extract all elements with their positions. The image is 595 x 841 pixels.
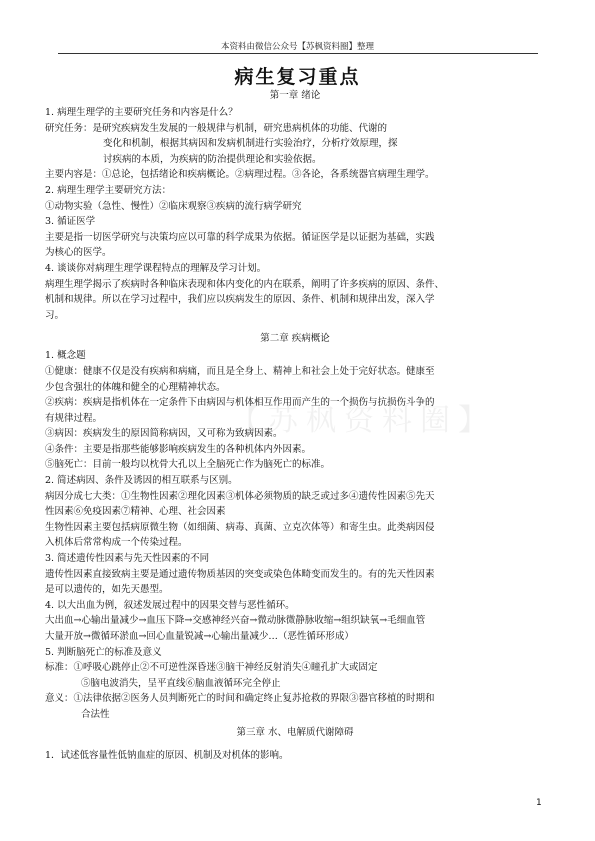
- chapter-3-heading: 第三章 水、电解质代谢障碍: [236, 726, 354, 738]
- page-header: 本资料由微信公众号【苏枫资料圈】整理: [220, 42, 374, 52]
- paragraph-line: ①健康：健康不仅是没有疾病和病痛，而且是全身上、精神上和社会上处于完好状态。健康至: [45, 365, 435, 377]
- paragraph-line: ⑤脑电波消失，呈平直线⑥脑血液循环完全停止: [81, 677, 281, 689]
- paragraph-line: ⑤脑死亡：目前一般均以枕骨大孔以上全脑死亡作为脑死亡的标准。: [45, 459, 331, 471]
- paragraph-line: ④条件：主要是指那些能够影响疾病发生的各种机体内外因素。: [45, 443, 312, 455]
- question-1-1: 1. 病理生理学的主要研究任务和内容是什么？: [45, 107, 238, 118]
- question-1-3: 3. 循证医学: [45, 216, 96, 228]
- paragraph-line: 机制和规律。所以在学习过程中，我们应以疾病发生的原因、条件、机制和规律出发，深入学: [45, 294, 435, 306]
- paragraph-line: 合法性: [81, 708, 110, 720]
- paragraph-line: 病理生理学揭示了疾病时各种临床表现和体内变化的内在联系，阐明了许多疾病的原因、条件、: [45, 278, 445, 290]
- paragraph-line: ①动物实验（急性、慢性）②临床观察③疾病的流行病学研究: [45, 200, 302, 212]
- page-title: 病生复习重点: [234, 66, 361, 88]
- paragraph-line: 研究任务：是研究疾病发生发展的一般规律与机制，研究患病机体的功能、代谢的: [45, 122, 388, 134]
- question-3-1: 1．试述低容量性低钠血症的原因、机制及对机体的影响。: [45, 749, 289, 761]
- paragraph-line: 生物性因素主要包括病原微生物（如细菌、病毒、真菌、立克次体等）和寄生虫。此类病因侵: [45, 521, 435, 533]
- paragraph-line: 标准：①呼吸心跳停止②不可逆性深昏迷③脑干神经反射消失④瞳孔扩大或固定: [45, 662, 378, 674]
- paragraph-line: 少包含强壮的体魄和健全的心理精神状态。: [45, 381, 226, 393]
- paragraph-line: 为核心的医学。: [45, 247, 112, 259]
- paragraph-line: 大出血→心输出量减少→血压下降→交感神经兴奋→微动脉微静脉收缩→组织缺氧→毛细血管: [45, 615, 426, 627]
- paragraph-line: 入机体后常常构成一个传染过程。: [45, 537, 188, 549]
- document-body: [45, 86, 545, 763]
- header-divider: [58, 53, 538, 54]
- question-2-2: 2. 简述病因、条件及诱因的相互联系与区别。: [45, 475, 238, 487]
- question-2-3: 3. 简述遗传性因素与先天性因素的不同: [45, 553, 210, 565]
- watermark: 【苏枫资料圈】: [230, 403, 496, 438]
- question-2-1: 1. 概念题: [45, 350, 86, 362]
- question-1-2: 2. 病理生理学主要研究方法：: [45, 184, 172, 196]
- chapter-1-heading: 第一章 绪论: [269, 90, 321, 101]
- paragraph-line: ③病因：疾病发生的原因简称病因，又可称为致病因素。: [45, 428, 283, 440]
- paragraph-line: 意义：①法律依据②医务人员判断死亡的时间和确定终止复苏抢救的界限③器官移植的时期和: [45, 693, 435, 705]
- paragraph-line: ②疾病：疾病是指机体在一定条件下由病因与机体相互作用而产生的一个损伤与抗损伤斗争的: [45, 397, 435, 409]
- paragraph-line: 变化和机制，根据其病因和发病机制进行实验治疗，分析疗效原理，探: [103, 138, 398, 150]
- question-2-4: 4. 以大出血为例，叙述发展过程中的因果交替与恶性循环。: [45, 599, 295, 611]
- paragraph-line: 主要内容是：①总论，包括绪论和疾病概论。②病理过程。③各论，各系统器官病理生理学。: [45, 169, 435, 181]
- paragraph-line: 讨疾病的本质，为疾病的防治提供理论和实验依据。: [103, 153, 322, 165]
- paragraph-line: 有规律过程。: [45, 412, 103, 424]
- page-number: 1: [536, 798, 542, 808]
- chapter-2-heading: 第二章 疾病概论: [260, 333, 330, 345]
- paragraph-line: 是可以遗传的，如先天愚型。: [45, 584, 169, 596]
- paragraph-line: 习。: [45, 309, 65, 321]
- question-1-4: 4. 谈谈你对病理生理学课程特点的理解及学习计划。: [45, 262, 267, 274]
- paragraph-line: 病因分成七大类：①生物性因素②理化因素③机体必须物质的缺乏或过多④遗传性因素⑤先天: [45, 490, 435, 502]
- paragraph-line: 大量开放→微循环淤血→回心血量锐减→心输出量减少…（恶性循环形成）: [45, 631, 354, 642]
- paragraph-line: 性因素⑥免疫因素⑦精神、心理、社会因素: [45, 506, 226, 518]
- paragraph-line: 主要是指一切医学研究与决策均应以可靠的科学成果为依据。循证医学是以证据为基础，实践: [45, 231, 435, 243]
- question-2-5: 5. 判断脑死亡的标准及意义: [45, 646, 162, 658]
- paragraph-line: 遗传性因素直接致病主要是通过遗传物质基因的突变或染色体畸变而发生的。有的先天性因素: [45, 568, 435, 580]
